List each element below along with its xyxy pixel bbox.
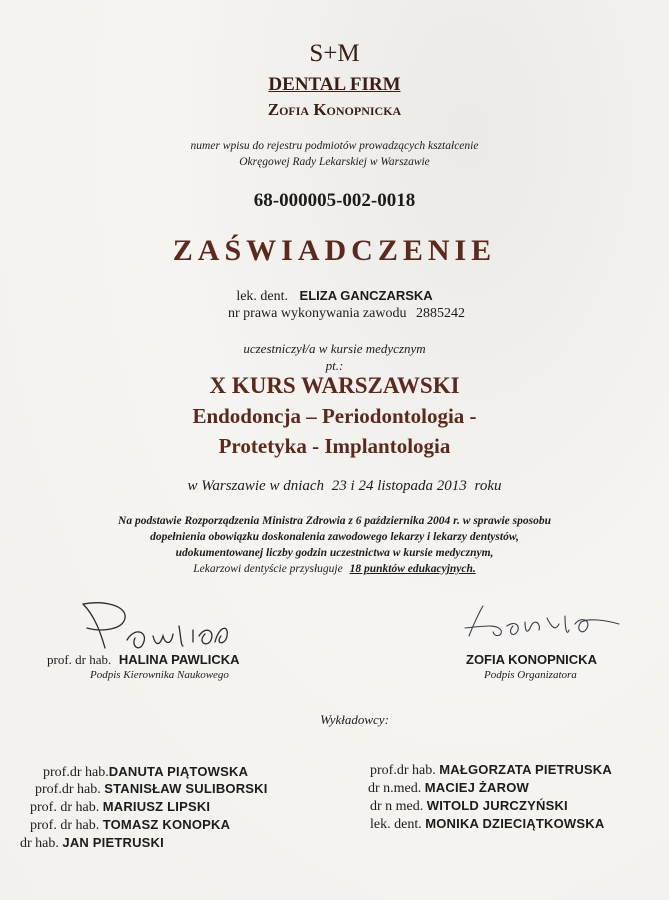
education-points: 18 punktów edukacyjnych. [349,563,476,575]
firm-logo: S+M [309,40,360,67]
license-label: nr prawa wykonywania zawodu [228,306,407,321]
lecturer-title: prof. dr hab. [30,818,100,833]
lecturer-title: prof.dr hab. [35,782,101,797]
lecturer-name: TOMASZ KONOPKA [102,817,231,832]
lecturers-heading: Wykładowcy: [320,712,389,727]
lecturer-name: JAN PIETRUSKI [62,835,164,850]
lecturer-name: MACIEJ ŻAROW [424,780,529,795]
lecturer-item [368,780,529,797]
firm-name [0,74,669,96]
lecturer-title: prof.dr hab. [43,765,109,780]
left-signatory-role: Podpis Kierownika Naukowego [90,669,229,681]
course-topic-line-2: Protetyka - Implantologia [218,434,451,458]
lecturer-item [35,781,268,798]
lecturer-item [20,835,164,852]
lecturer-name: DANUTA PIĄTOWSKA [108,764,249,779]
right-signatory-role: Podpis Organizatora [484,669,577,681]
date-suffix: roku [474,478,502,494]
lecturer-title: dr n.med. [368,781,422,796]
course-name: X KURS WARSZAWSKI [209,373,460,398]
legal-line-2: dopełnienia obowiązku doskonalenia zawodowego lekarzy i lekarzy dentystów, [150,531,519,543]
course-dates: 23 i 24 listopada 2013 [331,478,467,494]
recipient-prefix: lek. dent. [236,289,289,304]
legal-line-1: Na podstawie Rozporządzenia Ministra Zdrowia z 6 października 2004 r. w sprawie sposobu [118,515,551,527]
lecturer-title: prof.dr hab. [370,763,436,778]
lecturer-name: MARIUSZ LIPSKI [102,799,211,814]
registry-line-2: Okręgowej Rady Lekarskiej w Warszawie [239,156,430,168]
lecturer-item [370,816,604,833]
course-date-line [10,478,669,495]
course-topic-line-1: Endodoncja – Periodontologia - [192,404,477,428]
left-signatory-name: HALINA PAWLICKA [118,652,240,667]
right-signature-image [455,596,635,646]
legal-points-prefix: Lekarzowi dentyście przysługuje [193,563,343,575]
lecturer-title: dr hab. [20,836,59,851]
recipient-line [0,288,669,305]
lecturer-name: WITOLD JURCZYŃSKI [426,798,568,813]
lecturer-item [370,798,568,815]
course-pt-label: pt.: [325,358,344,373]
lecturer-title: prof. dr hab. [30,800,100,815]
lecturer-name: STANISŁAW SULIBORSKI [104,781,268,796]
left-signatory [47,652,240,668]
registry-number: 68-000005-002-0018 [253,190,416,211]
date-prefix: w Warszawie w dniach [187,478,325,494]
right-signatory-name: ZOFIA KONOPNICKA [466,652,597,667]
lecturer-title: lek. dent. [370,817,422,832]
legal-line-4 [0,563,669,575]
lecturer-item [30,817,230,834]
lecturer-title: dr n med. [370,799,424,814]
registry-line-1: numer wpisu do rejestru podmiotów prowadzących kształcenie [190,140,479,152]
license-number: 2885242 [415,306,465,321]
lecturer-item [43,764,248,781]
lecturer-item [30,799,210,816]
left-signatory-title: prof. dr hab. [47,652,112,667]
firm-owner: Zofia Konopnicka [267,100,402,119]
lecturer-name: MONIKA DZIECIĄTKOWSKA [425,816,605,831]
left-signature-image [65,596,255,658]
license-line [12,306,669,322]
recipient-name: ELIZA GANCZARSKA [299,288,433,303]
lecturer-name: MAŁGORZATA PIETRUSKA [439,762,612,777]
certificate-title: ZAŚWIADCZENIE [172,234,497,267]
lecturer-item [370,762,612,779]
participation-text: uczestniczył/a w kursie medycznym [243,341,426,356]
legal-line-3: udokumentowanej liczby godzin uczestnictwa w kursie medycznym, [175,547,494,559]
firm-name-text: DENTAL FIRM [268,74,401,95]
